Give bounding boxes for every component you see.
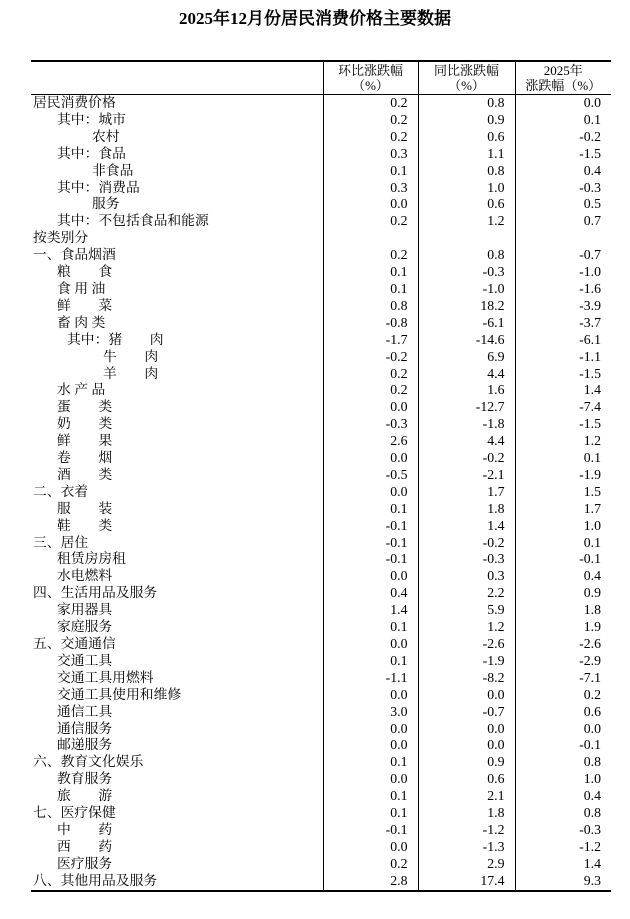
yoy-value: -0.3 [418,264,515,281]
row-label: 邮递服务 [57,737,113,753]
mom-value: -0.8 [323,315,418,332]
row-label: 奶 类 [57,416,113,432]
ytd-value: 0.4 [515,163,611,180]
mom-value: 0.1 [323,264,418,281]
table-row [31,670,611,687]
row-label: 鲜 菜 [57,297,113,313]
table-row [31,535,611,552]
yoy-value: 5.9 [418,602,515,619]
ytd-value: 0.8 [515,805,611,822]
column-header-mom-line1: 环比涨跌幅 [337,63,403,78]
mom-value: -1.7 [323,332,418,349]
row-label: 西 药 [57,838,113,854]
yoy-value: -1.0 [418,281,515,298]
table-row [31,382,611,399]
mom-value: 2.8 [323,873,418,891]
yoy-value: 0.6 [418,771,515,788]
ytd-value: 0.5 [515,196,611,213]
ytd-value: 1.7 [515,501,611,518]
table-row [31,585,611,602]
mom-value: 0.0 [323,721,418,738]
ytd-value: 0.9 [515,585,611,602]
yoy-value: 0.8 [418,163,515,180]
row-label: 羊 肉 [103,365,159,381]
row-label: 家用器具 [57,602,113,618]
ytd-value: 9.3 [515,873,611,891]
mom-value: -0.2 [323,349,418,366]
yoy-value: 0.0 [418,721,515,738]
table-row [31,653,611,670]
table-row [31,568,611,585]
table-row [31,450,611,467]
row-label: 五、交通通信 [33,636,116,651]
table-row [31,112,611,129]
mom-value: 0.2 [323,247,418,264]
table-row [31,180,611,197]
yoy-value: -0.7 [418,704,515,721]
row-label: 畜 肉 类 [57,314,106,330]
table-row [31,247,611,264]
ytd-value: 1.9 [515,619,611,636]
ytd-value: -2.9 [515,653,611,670]
yoy-value: 4.4 [418,433,515,450]
row-label: 水电燃料 [57,568,113,584]
yoy-value: 17.4 [418,873,515,891]
mom-value: 0.1 [323,653,418,670]
mom-value: 0.4 [323,585,418,602]
ytd-value: -1.6 [515,281,611,298]
ytd-value: 1.2 [515,433,611,450]
table-row [31,230,611,247]
yoy-value: 0.6 [418,129,515,146]
ytd-value: 1.4 [515,382,611,399]
ytd-value: -0.3 [515,822,611,839]
page-title: 2025年12月份居民消费价格主要数据 [179,9,451,28]
table-row [31,264,611,281]
mom-value: 0.1 [323,163,418,180]
ytd-value: 1.5 [515,484,611,501]
yoy-value: 2.9 [418,856,515,873]
table-row [31,687,611,704]
ytd-value: -7.4 [515,399,611,416]
mom-value: 0.2 [323,129,418,146]
yoy-value: 1.4 [418,518,515,535]
mom-value: 0.3 [323,146,418,163]
row-label: 六、教育文化娱乐 [33,754,144,770]
table-row [31,619,611,636]
ytd-value: 0.4 [515,788,611,805]
mom-value: 2.6 [323,433,418,450]
yoy-value: 0.9 [418,754,515,771]
row-label: 交通工具用燃料 [57,669,154,685]
row-label: 食 用 油 [57,280,106,296]
row-label: 酒 类 [57,466,113,482]
mom-value: 0.1 [323,619,418,636]
ytd-value: -1.9 [515,467,611,484]
row-label: 居民消费价格 [33,95,116,110]
yoy-value: 1.7 [418,484,515,501]
mom-value: 0.2 [323,95,418,112]
mom-value: 0.1 [323,281,418,298]
table-row [31,551,611,568]
row-label: 一、食品烟酒 [33,247,116,263]
mom-value: 3.0 [323,704,418,721]
ytd-value: -0.1 [515,551,611,568]
row-label: 牛 肉 [103,348,159,364]
mom-value: 1.4 [323,602,418,619]
ytd-value: -0.1 [515,737,611,754]
yoy-value: 1.2 [418,213,515,230]
mom-value: -0.5 [323,467,418,484]
mom-value: 0.1 [323,754,418,771]
mom-value [323,230,418,247]
yoy-value: -2.1 [418,467,515,484]
row-label: 鲜 果 [57,433,113,449]
table-row [31,146,611,163]
table-row [31,163,611,180]
table-row [31,771,611,788]
yoy-value: 18.2 [418,298,515,315]
table-row [31,856,611,873]
row-label: 粮 食 [57,264,113,280]
header-row [31,61,611,95]
column-header-yoy [418,61,515,95]
row-label: 二、衣着 [33,483,89,499]
row-label: 其中：猪 肉 [67,331,164,347]
yoy-value: -0.3 [418,551,515,568]
ytd-value: 0.8 [515,754,611,771]
mom-value: -0.1 [323,551,418,568]
ytd-value: -7.1 [515,670,611,687]
mom-value: 0.0 [323,839,418,856]
column-header-ytd [515,61,611,95]
row-label: 其中：不包括食品和能源 [57,213,209,229]
ytd-value: 0.0 [515,95,611,112]
yoy-value: 1.8 [418,501,515,518]
column-header-ytd-line2: 涨跌幅（%） [525,78,602,93]
yoy-value: 0.9 [418,112,515,129]
row-label: 其中：食品 [57,145,126,161]
table-row [31,501,611,518]
row-label: 通信服务 [57,720,113,736]
mom-value: 0.2 [323,366,418,383]
ytd-value: -3.7 [515,315,611,332]
mom-value: 0.2 [323,112,418,129]
table-row [31,416,611,433]
mom-value: -0.1 [323,535,418,552]
yoy-value: -1.9 [418,653,515,670]
table-row [31,518,611,535]
yoy-value: -6.1 [418,315,515,332]
row-label: 农村 [92,128,120,144]
table-row [31,737,611,754]
row-label: 四、生活用品及服务 [33,585,158,601]
mom-value: 0.3 [323,180,418,197]
table-row [31,399,611,416]
row-label: 家庭服务 [57,619,113,635]
row-label: 租赁房房租 [57,551,126,567]
yoy-value: 1.1 [418,146,515,163]
mom-value: 0.0 [323,196,418,213]
yoy-value: 0.3 [418,568,515,585]
row-label: 蛋 类 [57,399,113,415]
mom-value: 0.2 [323,213,418,230]
ytd-value: -1.1 [515,349,611,366]
table-row [31,839,611,856]
ytd-value: -6.1 [515,332,611,349]
mom-value: -0.1 [323,822,418,839]
ytd-value: 1.8 [515,602,611,619]
mom-value: 0.1 [323,501,418,518]
table-row [31,788,611,805]
yoy-value: 1.6 [418,382,515,399]
column-header-yoy-line2: （%） [448,78,485,93]
ytd-value: -1.5 [515,146,611,163]
yoy-value: -0.2 [418,450,515,467]
table-row [31,484,611,501]
mom-value: 0.0 [323,399,418,416]
table-body [31,95,611,891]
mom-value: 0.0 [323,636,418,653]
yoy-value: 4.4 [418,366,515,383]
table-row [31,873,611,891]
ytd-value: -3.9 [515,298,611,315]
table-row [31,433,611,450]
mom-value: -1.1 [323,670,418,687]
mom-value: 0.0 [323,450,418,467]
yoy-value: 6.9 [418,349,515,366]
row-label: 七、医疗保健 [33,805,116,821]
table-row [31,602,611,619]
column-header-yoy-line1: 同比涨跌幅 [433,63,499,78]
column-header-ytd-line1: 2025年 [543,63,583,78]
row-label: 交通工具使用和维修 [57,686,182,702]
yoy-value: 0.0 [418,687,515,704]
mom-value: 0.2 [323,856,418,873]
yoy-value: 2.2 [418,585,515,602]
ytd-value: -1.0 [515,264,611,281]
row-label: 交通工具 [57,652,113,668]
row-label: 按类别分 [33,230,89,246]
yoy-value: -2.6 [418,636,515,653]
yoy-value: 0.8 [418,247,515,264]
table-header [31,61,611,95]
yoy-value: -1.8 [418,416,515,433]
table-row [31,129,611,146]
mom-value: -0.1 [323,518,418,535]
ytd-value: 1.0 [515,518,611,535]
table-row [31,704,611,721]
ytd-value: 0.2 [515,687,611,704]
ytd-value: 1.4 [515,856,611,873]
table-row [31,332,611,349]
mom-value: 0.1 [323,788,418,805]
column-header-mom [323,61,418,95]
ytd-value: 0.1 [515,535,611,552]
yoy-value: 1.0 [418,180,515,197]
mom-value: -0.3 [323,416,418,433]
yoy-value: 0.0 [418,737,515,754]
ytd-value: 0.4 [515,568,611,585]
ytd-value: 0.7 [515,213,611,230]
row-label: 教育服务 [57,771,113,787]
yoy-value [418,230,515,247]
ytd-value: -1.2 [515,839,611,856]
row-label: 水 产 品 [57,382,106,398]
table-row [31,754,611,771]
mom-value: 0.8 [323,298,418,315]
column-header-mom-line2: （%） [352,78,389,93]
yoy-value: 0.6 [418,196,515,213]
yoy-value: -8.2 [418,670,515,687]
yoy-value: 2.1 [418,788,515,805]
row-label: 服 装 [57,500,113,516]
row-label: 非食品 [92,162,134,178]
ytd-value: -1.5 [515,366,611,383]
table-row [31,366,611,383]
row-label: 旅 游 [57,788,113,804]
yoy-value: -0.2 [418,535,515,552]
row-label: 三、居住 [33,534,89,550]
ytd-value: 0.1 [515,450,611,467]
table-row [31,721,611,738]
row-label: 卷 烟 [57,450,113,466]
row-label: 八、其他用品及服务 [33,872,158,888]
ytd-value: -0.7 [515,247,611,264]
mom-value: 0.0 [323,771,418,788]
table-row [31,315,611,332]
table-row [31,213,611,230]
yoy-value: 1.8 [418,805,515,822]
yoy-value: -1.2 [418,822,515,839]
row-label: 服务 [92,196,120,212]
yoy-value: 0.8 [418,95,515,112]
mom-value: 0.1 [323,805,418,822]
mom-value: 0.0 [323,737,418,754]
table-row [31,196,611,213]
table-row [31,95,611,112]
ytd-value: -1.5 [515,416,611,433]
table-row [31,298,611,315]
yoy-value: -1.3 [418,839,515,856]
yoy-value: 1.2 [418,619,515,636]
ytd-value: -2.6 [515,636,611,653]
row-label: 鞋 类 [57,517,113,533]
ytd-value: -0.2 [515,129,611,146]
yoy-value: -14.6 [418,332,515,349]
mom-value: 0.0 [323,687,418,704]
mom-value: 0.2 [323,382,418,399]
row-label: 医疗服务 [57,855,113,871]
ytd-value: -0.3 [515,180,611,197]
table-row [31,805,611,822]
row-label: 中 药 [57,821,113,837]
table-row [31,281,611,298]
ytd-value: 0.6 [515,704,611,721]
ytd-value [515,230,611,247]
mom-value: 0.0 [323,568,418,585]
cpi-table [31,60,611,892]
row-label: 其中：城市 [57,111,126,127]
yoy-value: -12.7 [418,399,515,416]
table-row [31,467,611,484]
ytd-value: 0.1 [515,112,611,129]
row-label: 通信工具 [57,703,113,719]
ytd-value: 0.0 [515,721,611,738]
table-row [31,822,611,839]
ytd-value: 1.0 [515,771,611,788]
table-row [31,636,611,653]
table-row [31,349,611,366]
mom-value: 0.0 [323,484,418,501]
row-label: 其中：消费品 [57,179,140,195]
row-label-header [31,61,323,95]
